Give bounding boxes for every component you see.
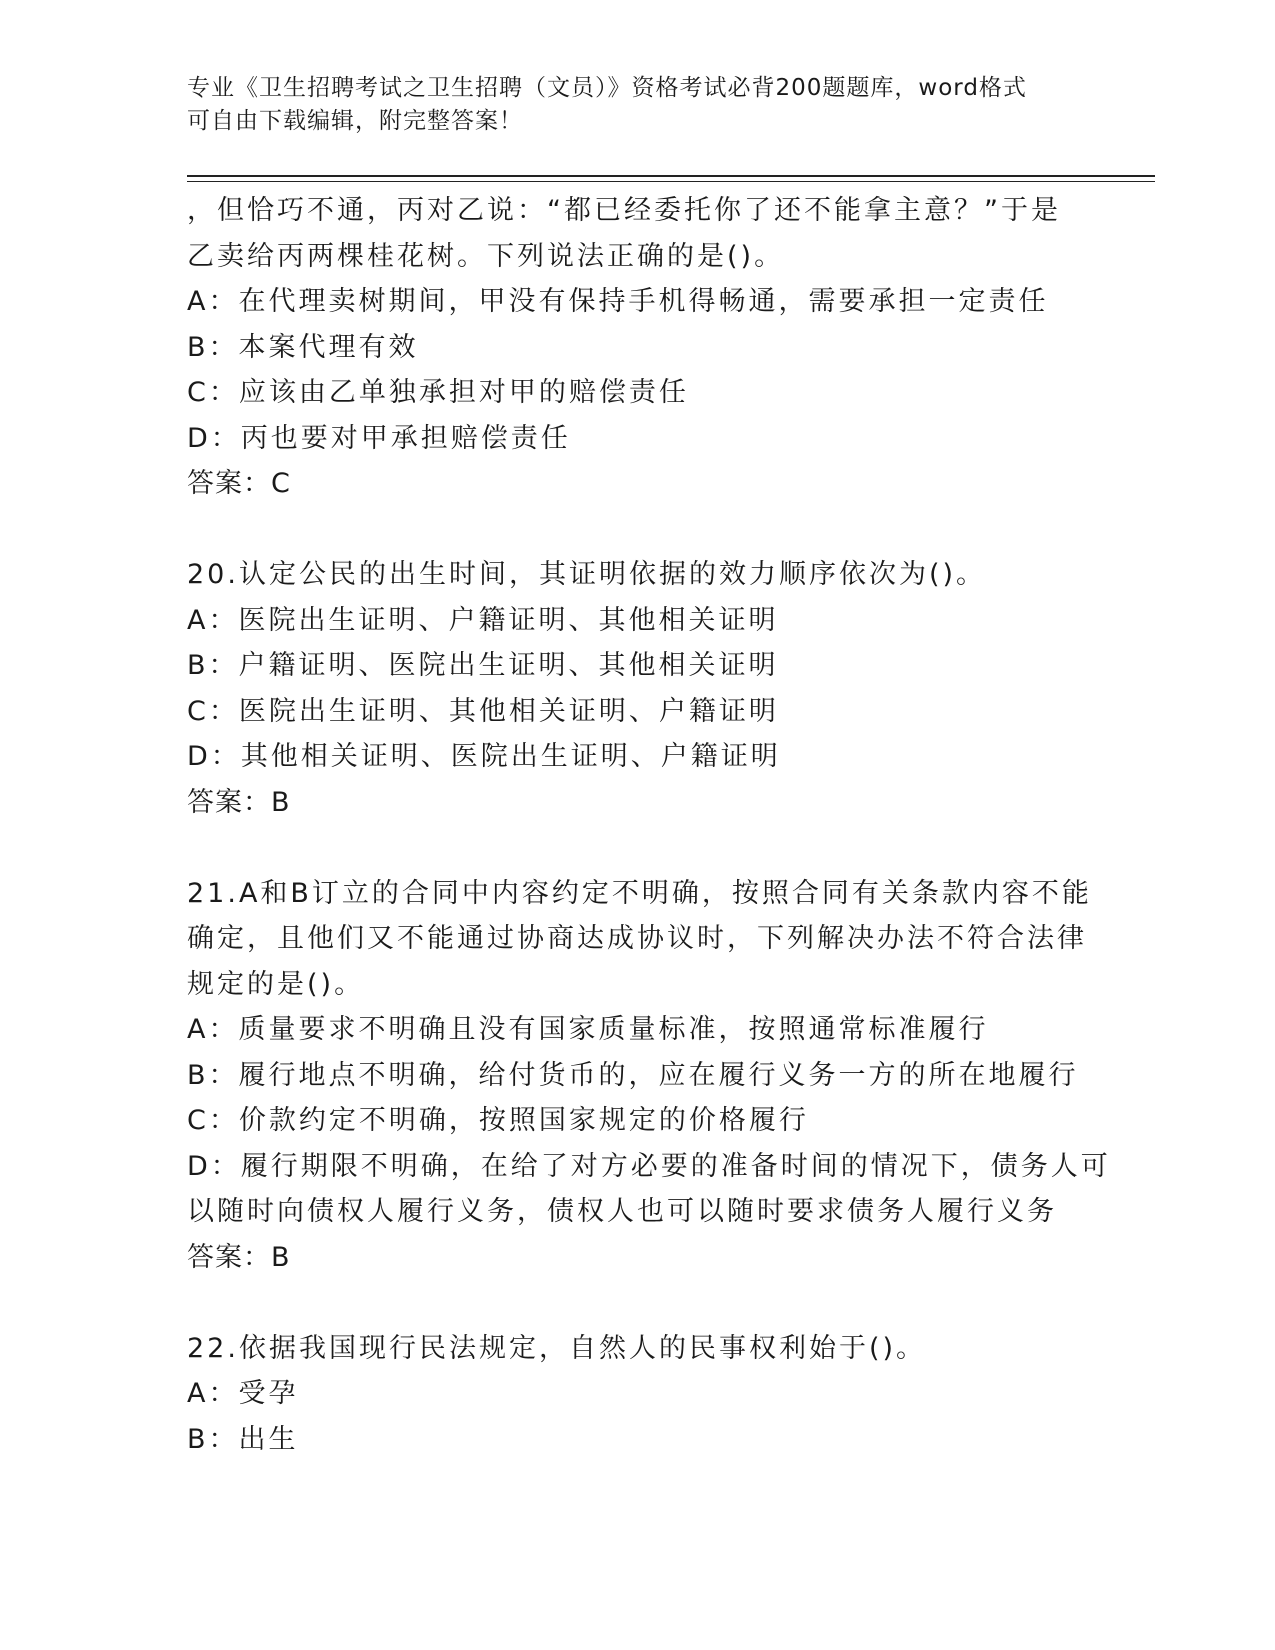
question-20-option-b: B：户籍证明、医院出生证明、其他相关证明 <box>187 650 779 681</box>
question-19-option-c: C：应该由乙单独承担对甲的赔偿责任 <box>187 377 689 408</box>
question-21-option-b: B：履行地点不明确，给付货币的，应在履行义务一方的所在地履行 <box>187 1059 1079 1091</box>
question-19-option-a: A：在代理卖树期间，甲没有保持手机得畅通，需要承担一定责任 <box>187 286 1049 317</box>
header-rule-thick <box>187 175 1155 177</box>
question-21-text-line: 确定，且他们又不能通过协商达成协议时，下列解决办法不符合法律 <box>187 923 1087 954</box>
question-21-option-a: A：质量要求不明确且没有国家质量标准，按照通常标准履行 <box>187 1014 989 1045</box>
header-title-line-2: 可自由下载编辑，附完整答案！ <box>187 108 523 134</box>
header-rule-thin <box>187 181 1155 182</box>
question-19-option-d: D：丙也要对甲承担赔偿责任 <box>187 422 571 454</box>
question-19-answer: 答案：C <box>187 468 291 499</box>
question-21-option-c: C：价款约定不明确，按照国家规定的价格履行 <box>187 1105 809 1136</box>
question-22-option-a: A：受孕 <box>187 1378 299 1409</box>
question-list <box>187 188 1111 1462</box>
question-spacer <box>187 1280 1087 1326</box>
question-20-text-line: 20.认定公民的出生时间，其证明依据的效力顺序依次为()。 <box>187 559 987 590</box>
question-21-text-line: 21.A和B订立的合同中内容约定不明确，按照合同有关条款内容不能 <box>187 877 1092 909</box>
question-20-option-a: A：医院出生证明、户籍证明、其他相关证明 <box>187 604 779 636</box>
page-header <box>187 72 1067 138</box>
question-spacer <box>187 507 1087 553</box>
question-22-text-line: 22.依据我国现行民法规定，自然人的民事权利始于()。 <box>187 1332 927 1364</box>
question-21-text-line: 规定的是()。 <box>187 968 365 1000</box>
header-title-line-1: 专业《卫生招聘考试之卫生招聘（文员）》资格考试必背200题题库，word格式 <box>187 75 1027 101</box>
question-20-block <box>187 552 1087 825</box>
question-20-answer: 答案：B <box>187 786 291 818</box>
question-19-option-b: B：本案代理有效 <box>187 331 419 363</box>
question-19-text-line: ，但恰巧不通，丙对乙说：“都已经委托你了还不能拿主意？”于是 <box>187 195 1061 226</box>
question-19-text-line: 乙卖给丙两棵桂花树。下列说法正确的是()。 <box>187 240 785 272</box>
question-21-block <box>187 871 1111 1281</box>
question-spacer <box>187 825 1087 871</box>
question-21-option-d-continued: 以随时向债权人履行义务，债权人也可以随时要求债务人履行义务 <box>187 1196 1057 1227</box>
question-21-option-d: D：履行期限不明确，在给了对方必要的准备时间的情况下，债务人可 <box>187 1150 1111 1182</box>
question-22-block <box>187 1326 1087 1463</box>
question-20-option-c: C：医院出生证明、其他相关证明、户籍证明 <box>187 695 779 727</box>
question-22-option-b: B：出生 <box>187 1423 299 1455</box>
question-19-block <box>187 188 1087 507</box>
question-21-answer: 答案：B <box>187 1241 291 1273</box>
question-20-option-d: D：其他相关证明、医院出生证明、户籍证明 <box>187 741 781 772</box>
